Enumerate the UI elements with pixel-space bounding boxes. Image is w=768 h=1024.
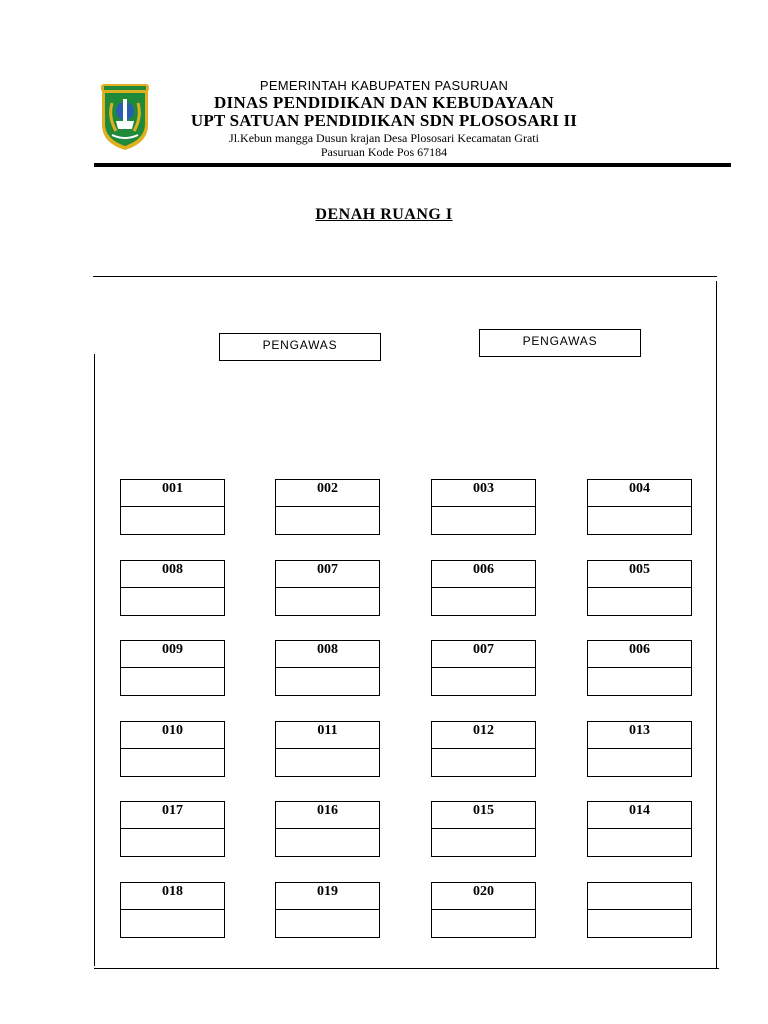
- seat-number: 016: [275, 801, 380, 829]
- seat-name-field: [587, 506, 692, 535]
- seat-name-field: [120, 667, 225, 696]
- seat-number: 007: [275, 560, 380, 588]
- seat-desk: [275, 560, 380, 616]
- seat-desk: [431, 479, 536, 535]
- seat-desk: [587, 560, 692, 616]
- seat-name-field: [587, 828, 692, 857]
- proctor-desk-2: PENGAWAS: [479, 329, 641, 357]
- seat-name-field: [275, 909, 380, 938]
- seat-name-field: [120, 828, 225, 857]
- seat-desk: [431, 721, 536, 777]
- seat-number: 005: [587, 560, 692, 588]
- seat-desk: [587, 721, 692, 777]
- seat-number: 013: [587, 721, 692, 749]
- header-school: UPT SATUAN PENDIDIKAN SDN PLOSOSARI II: [190, 111, 578, 130]
- seat-desk: [275, 640, 380, 696]
- seat-desk: [587, 882, 692, 938]
- header-government: PEMERINTAH KABUPATEN PASURUAN: [259, 78, 509, 93]
- seat-number: 017: [120, 801, 225, 829]
- seat-desk: [587, 801, 692, 857]
- seat-number: 009: [120, 640, 225, 668]
- seat-name-field: [431, 667, 536, 696]
- seat-number: 019: [275, 882, 380, 910]
- seat-name-field: [275, 748, 380, 777]
- seat-desk: [587, 479, 692, 535]
- seat-desk: [120, 801, 225, 857]
- seat-name-field: [120, 506, 225, 535]
- room-wall-right: [716, 281, 717, 968]
- seat-number: 011: [275, 721, 380, 749]
- header-department: DINAS PENDIDIKAN DAN KEBUDAYAAN: [213, 93, 555, 112]
- seat-desk: [275, 479, 380, 535]
- seat-name-field: [120, 587, 225, 616]
- seat-desk: [275, 801, 380, 857]
- room-wall-bottom: [94, 968, 719, 969]
- seat-desk: [431, 882, 536, 938]
- seat-number: 018: [120, 882, 225, 910]
- seat-name-field: [120, 748, 225, 777]
- header-address: Jl.Kebun mangga Dusun krajan Desa Plososari Kecamatan Grati: [229, 131, 539, 145]
- seat-number: 006: [587, 640, 692, 668]
- seat-number: 010: [120, 721, 225, 749]
- seat-name-field: [587, 909, 692, 938]
- seat-desk: [120, 479, 225, 535]
- room-wall-left: [94, 354, 95, 966]
- seat-name-field: [431, 506, 536, 535]
- seat-number: 007: [431, 640, 536, 668]
- seat-name-field: [431, 587, 536, 616]
- room-wall-top: [93, 276, 717, 277]
- seat-number: 008: [275, 640, 380, 668]
- page-title: DENAH RUANG I: [315, 206, 453, 223]
- seat-number: 020: [431, 882, 536, 910]
- seat-name-field: [587, 667, 692, 696]
- seat-desk: [431, 640, 536, 696]
- seat-name-field: [431, 909, 536, 938]
- seat-name-field: [275, 667, 380, 696]
- seat-name-field: [275, 587, 380, 616]
- seat-desk: [120, 721, 225, 777]
- seat-desk: [120, 560, 225, 616]
- seat-number: 008: [120, 560, 225, 588]
- seat-name-field: [431, 748, 536, 777]
- seat-desk: [120, 640, 225, 696]
- seat-name-field: [120, 909, 225, 938]
- seat-desk: [431, 801, 536, 857]
- seat-name-field: [275, 506, 380, 535]
- header-rule: [94, 163, 731, 167]
- seat-name-field: [587, 748, 692, 777]
- proctor-desk-1: PENGAWAS: [219, 333, 381, 361]
- seat-name-field: [275, 828, 380, 857]
- seat-number: 001: [120, 479, 225, 507]
- seat-number: 002: [275, 479, 380, 507]
- header-postal: Pasuruan Kode Pos 67184: [320, 145, 448, 159]
- seat-number: 006: [431, 560, 536, 588]
- seat-desk: [275, 882, 380, 938]
- seat-name-field: [587, 587, 692, 616]
- seat-number: 014: [587, 801, 692, 829]
- seat-desk: [431, 560, 536, 616]
- seat-number: 012: [431, 721, 536, 749]
- seat-desk: [275, 721, 380, 777]
- seat-number: 003: [431, 479, 536, 507]
- seat-name-field: [431, 828, 536, 857]
- seat-desk: [587, 640, 692, 696]
- seat-number: 015: [431, 801, 536, 829]
- seat-number: 004: [587, 479, 692, 507]
- kabupaten-pasuruan-logo: [98, 81, 152, 151]
- seat-desk: [120, 882, 225, 938]
- seat-number: [587, 882, 692, 910]
